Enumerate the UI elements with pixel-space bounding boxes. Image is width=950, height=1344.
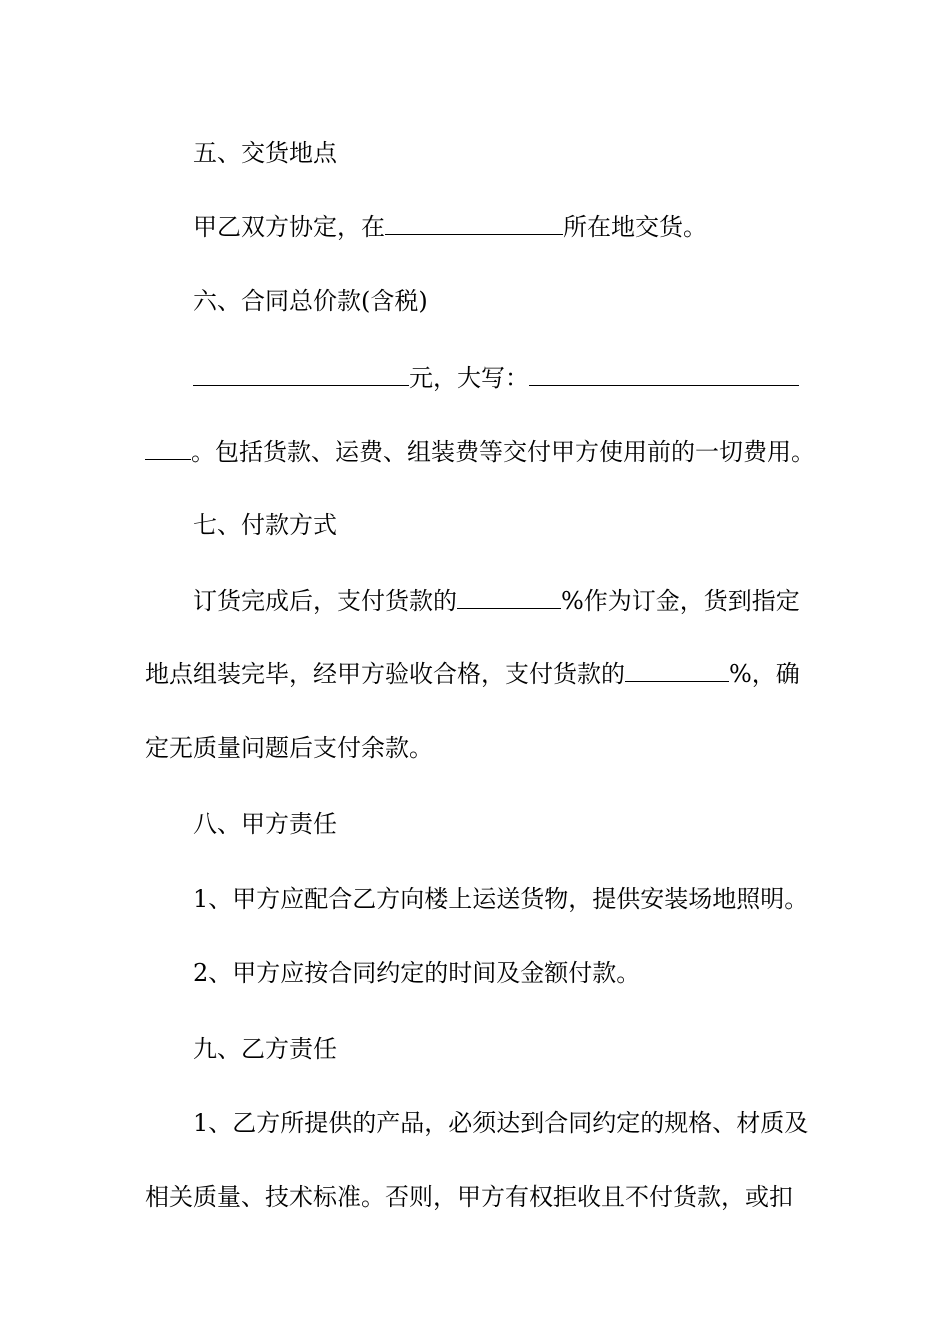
- acceptance-percent-blank[interactable]: [625, 659, 729, 682]
- party-b-item-1-line2: 相关质量、技术标准。否则，甲方有权拒收且不付货款，或扣: [145, 1183, 793, 1211]
- section-heading-total-price: 六、合同总价款(含税): [193, 287, 428, 315]
- paragraph-total-price-line2: [145, 437, 815, 467]
- payment-text-d: %，确: [729, 660, 800, 688]
- price-uppercase-blank[interactable]: [529, 363, 799, 386]
- paragraph-payment-line3: 定无质量问题后支付余款。: [145, 734, 433, 762]
- party-b-item-1-line1: 1、乙方所提供的产品，必须达到合同约定的规格、材质及: [193, 1109, 809, 1137]
- payment-text-c: 地点组装完毕，经甲方验收合格，支付货款的: [145, 660, 625, 688]
- deposit-percent-blank[interactable]: [457, 586, 561, 609]
- paragraph-payment-line2: [145, 659, 810, 689]
- paragraph-delivery-place: [145, 212, 810, 242]
- payment-text-b: %作为订金，货到指定: [561, 587, 800, 615]
- section-heading-delivery-place: 五、交货地点: [193, 139, 337, 167]
- payment-text-a: 订货完成后，支付货款的: [193, 587, 457, 615]
- paragraph-total-price-line1: [145, 363, 810, 393]
- price-uppercase-blank-cont[interactable]: [145, 437, 191, 460]
- section-heading-payment: 七、付款方式: [193, 511, 337, 539]
- price-includes-text: 。包括货款、运费、组装费等交付甲方使用前的一切费用。: [191, 438, 815, 466]
- price-amount-blank[interactable]: [193, 363, 409, 386]
- delivery-text-prefix: 甲乙双方协定，在: [193, 213, 385, 241]
- section-heading-party-a: 八、甲方责任: [193, 810, 337, 838]
- party-a-item-2: 2、甲方应按合同约定的时间及金额付款。: [193, 959, 641, 987]
- party-a-item-1: 1、甲方应配合乙方向楼上运送货物，提供安装场地照明。: [193, 885, 809, 913]
- paragraph-payment-line1: [145, 586, 810, 616]
- delivery-location-blank[interactable]: [385, 212, 563, 235]
- section-heading-party-b: 九、乙方责任: [193, 1035, 337, 1063]
- price-text-uppercase: 元，大写：: [409, 364, 529, 392]
- delivery-text-suffix: 所在地交货。: [563, 213, 707, 241]
